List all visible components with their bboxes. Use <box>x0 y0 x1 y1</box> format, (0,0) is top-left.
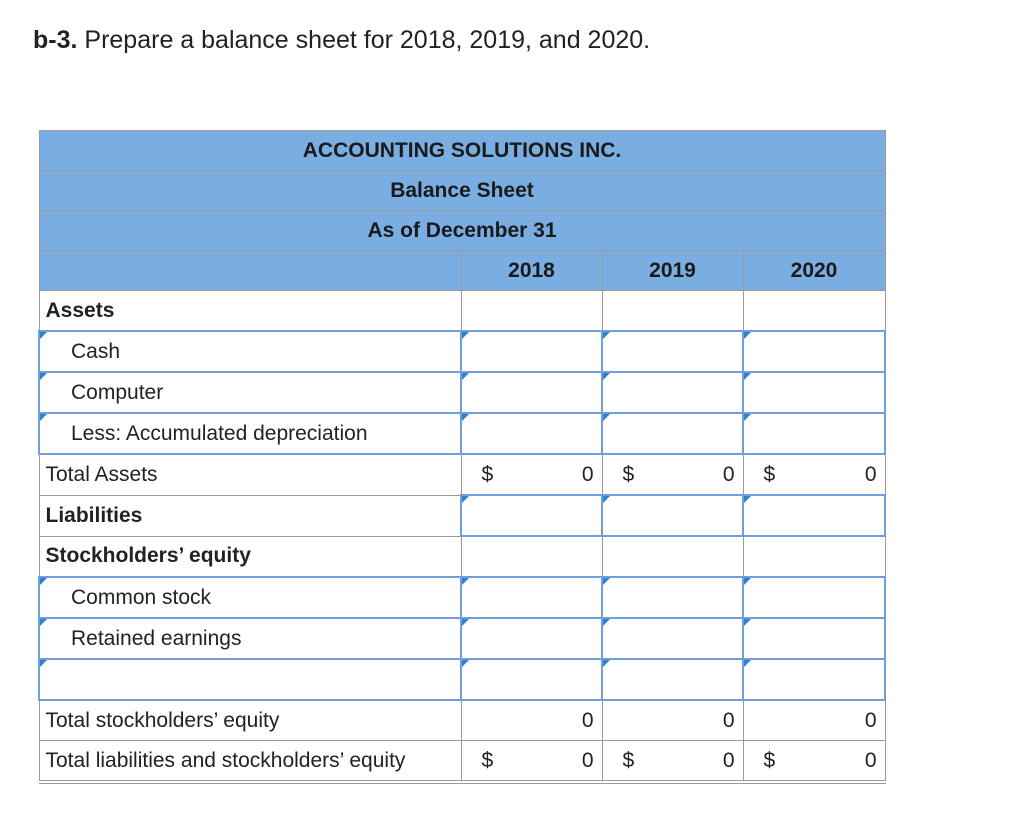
year-2019-header: 2019 <box>602 251 743 291</box>
assets-heading-row <box>39 291 885 332</box>
total-equity-2020: 0 <box>864 708 877 732</box>
computer-2019-input[interactable] <box>602 372 743 413</box>
computer-2020-input[interactable] <box>743 372 885 413</box>
retained-earnings-2018-input[interactable] <box>461 618 602 659</box>
year-header-row <box>39 251 885 291</box>
table-row <box>39 618 885 659</box>
question-prompt <box>33 26 650 55</box>
common-stock-2018-input[interactable] <box>461 577 602 618</box>
retained-earnings-label[interactable]: Retained earnings <box>39 618 461 659</box>
table-row <box>39 659 885 700</box>
table-row <box>39 413 885 454</box>
balance-sheet-table <box>38 130 886 784</box>
liabilities-row <box>39 495 885 536</box>
blank-2020-input[interactable] <box>743 659 885 700</box>
liabilities-2018-input[interactable] <box>461 495 602 536</box>
currency-symbol: $ <box>481 462 494 486</box>
total-liab-equity-row <box>39 741 885 783</box>
total-assets-row <box>39 454 885 495</box>
currency-symbol: $ <box>481 748 494 772</box>
total-assets-2019: 0 <box>722 462 735 486</box>
retained-earnings-2020-input[interactable] <box>743 618 885 659</box>
accum-dep-2020-input[interactable] <box>743 413 885 454</box>
equity-heading: Stockholders’ equity <box>39 536 461 577</box>
total-assets-2020: 0 <box>864 462 877 486</box>
liabilities-2020-input[interactable] <box>743 495 885 536</box>
total-equity-row <box>39 700 885 741</box>
total-equity-2019: 0 <box>722 708 735 732</box>
currency-symbol: $ <box>622 462 635 486</box>
total-assets-2018: 0 <box>581 462 594 486</box>
year-2018-header: 2018 <box>461 251 602 291</box>
currency-symbol: $ <box>763 462 776 486</box>
common-stock-2020-input[interactable] <box>743 577 885 618</box>
total-assets-label: Total Assets <box>39 454 461 495</box>
accum-dep-label[interactable]: Less: Accumulated depreciation <box>39 413 461 454</box>
liabilities-2019-input[interactable] <box>602 495 743 536</box>
equity-heading-row <box>39 536 885 577</box>
total-liab-equity-2020: 0 <box>864 748 877 772</box>
total-liab-equity-2019: 0 <box>722 748 735 772</box>
year-2020-header: 2020 <box>743 251 885 291</box>
statement-date-row <box>39 211 885 251</box>
retained-earnings-2019-input[interactable] <box>602 618 743 659</box>
cash-2018-input[interactable] <box>461 331 602 372</box>
table-row <box>39 577 885 618</box>
cash-label[interactable]: Cash <box>39 331 461 372</box>
company-name: ACCOUNTING SOLUTIONS INC. <box>39 131 885 171</box>
table-row <box>39 331 885 372</box>
statement-date: As of December 31 <box>39 211 885 251</box>
question-text: Prepare a balance sheet for 2018, 2019, and 2020. <box>84 26 651 54</box>
table-row <box>39 372 885 413</box>
question-number: b-3. <box>33 26 78 54</box>
currency-symbol: $ <box>763 748 776 772</box>
statement-title-row <box>39 171 885 211</box>
blank-label-input[interactable] <box>39 659 461 700</box>
blank-header-cell <box>39 251 461 291</box>
accum-dep-2019-input[interactable] <box>602 413 743 454</box>
company-name-row <box>39 131 885 171</box>
cash-2019-input[interactable] <box>602 331 743 372</box>
total-equity-label: Total stockholders’ equity <box>39 700 461 741</box>
total-liab-equity-label: Total liabilities and stockholders’ equity <box>39 741 461 783</box>
total-equity-2018: 0 <box>581 708 594 732</box>
statement-title: Balance Sheet <box>39 171 885 211</box>
cash-2020-input[interactable] <box>743 331 885 372</box>
total-liab-equity-2018: 0 <box>581 748 594 772</box>
common-stock-2019-input[interactable] <box>602 577 743 618</box>
blank-2019-input[interactable] <box>602 659 743 700</box>
computer-label[interactable]: Computer <box>39 372 461 413</box>
computer-2018-input[interactable] <box>461 372 602 413</box>
currency-symbol: $ <box>622 748 635 772</box>
liabilities-heading: Liabilities <box>39 495 461 536</box>
accum-dep-2018-input[interactable] <box>461 413 602 454</box>
common-stock-label[interactable]: Common stock <box>39 577 461 618</box>
blank-2018-input[interactable] <box>461 659 602 700</box>
assets-heading: Assets <box>39 291 461 332</box>
